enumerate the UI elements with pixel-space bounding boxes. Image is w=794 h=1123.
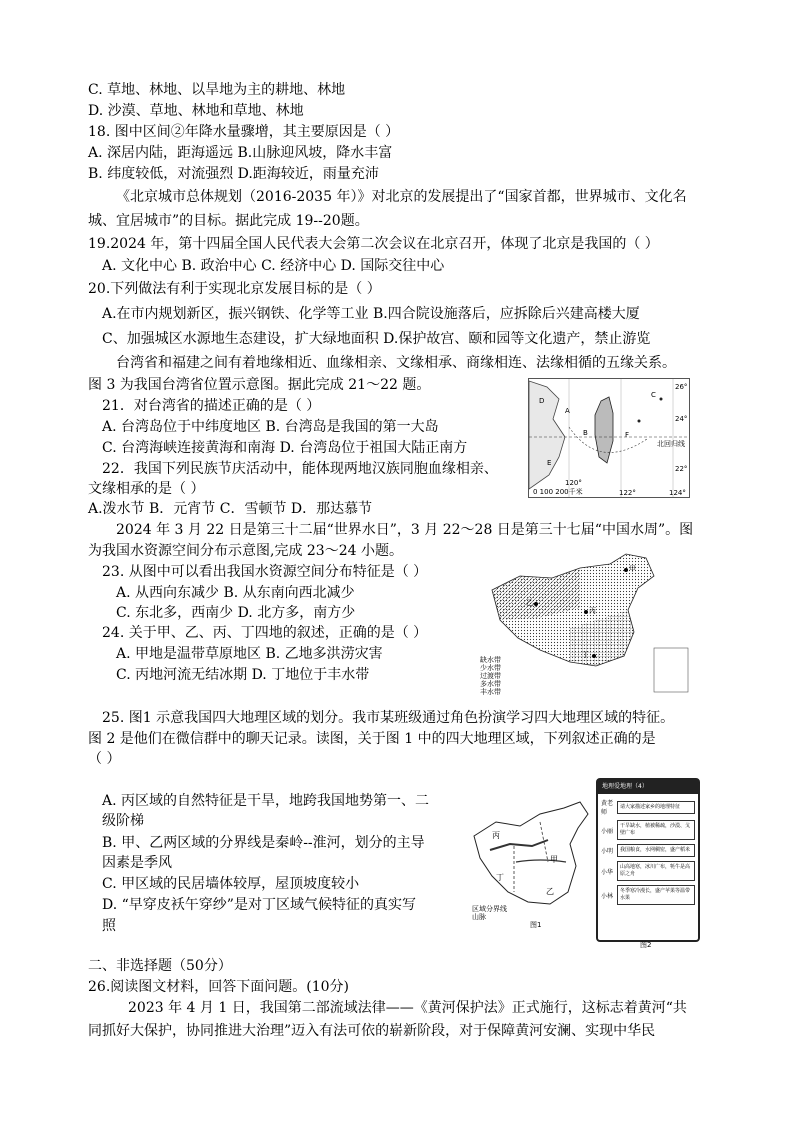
lon-124-label: 124° bbox=[669, 489, 686, 497]
question-25-option-b-line1: B. 甲、乙两区域的分界线是秦岭--淮河，划分的主导 bbox=[102, 835, 425, 851]
question-21-options-ab: A. 台湾岛位于中纬度地区 B. 台湾岛是我国的第一大岛 bbox=[102, 419, 439, 435]
chat-title: 地理爱地理（4） bbox=[598, 780, 698, 794]
question-25-option-b-line2: 因素是季风 bbox=[102, 855, 172, 871]
question-21-options-cd: C. 台湾海峡连接黄海和南海 D. 台湾岛位于祖国大陆正南方 bbox=[102, 440, 468, 456]
question-20-options-ab: A.在市内规划新区，振兴钢铁、化学等工业 B.四合院设施落后，应拆除后兴建高楼大厦 bbox=[102, 306, 640, 322]
chat-row bbox=[601, 820, 695, 840]
question-23-options-cd: C. 东北多，西南少 D. 北方多，南方少 bbox=[116, 605, 356, 621]
question-25-line2: 图 2 是他们在微信群中的聊天记录。读图，关于图 1 中的四大地理区域，下列叙述正确的是 bbox=[88, 731, 656, 747]
chat-row bbox=[601, 885, 695, 905]
chat-message: 山高地寒，冰川广布，牦牛是高原之舟 bbox=[617, 861, 695, 881]
chat-message: 冬季寒冷漫长，盛产苹果等温带水果 bbox=[617, 885, 695, 905]
question-23: 23. 从图中可以看出我国水资源空间分布特征是（ ） bbox=[102, 564, 428, 580]
chat-row bbox=[601, 861, 695, 881]
chat-sender: 黄老师 bbox=[601, 800, 614, 816]
legend-item-5: 丰水带 bbox=[480, 688, 501, 696]
intro-21-line1: 台湾省和福建之间有着地缘相近、血缘相亲、文缘相承、商缘相连、法缘相循的五缘关系。 bbox=[116, 355, 676, 371]
taiwan-label-d: D bbox=[539, 397, 545, 405]
region-label-bing: 丙 bbox=[492, 831, 500, 840]
chat-sender: 小丽 bbox=[601, 827, 614, 835]
question-21: 21．对台湾省的描述正确的是（ ） bbox=[102, 398, 321, 414]
taiwan-label-c: C bbox=[651, 391, 656, 399]
legend-item-4: 多水带 bbox=[480, 680, 501, 688]
question-25-option-d-line1: D. “早穿皮袄午穿纱”是对丁区域气候特征的真实写 bbox=[102, 897, 416, 913]
taiwan-label-f: F bbox=[625, 431, 630, 439]
chat-row bbox=[601, 798, 695, 816]
water-label-yi: 乙 bbox=[526, 599, 533, 607]
question-22-line1: 22．我国下列民族节庆活动中，能体现两地汉族同胞血缘相亲、 bbox=[102, 461, 498, 477]
water-label-jia: 甲 bbox=[629, 565, 636, 573]
question-25-line3: （ ） bbox=[88, 751, 121, 767]
region-label-yi: 乙 bbox=[546, 887, 554, 896]
water-resources-map bbox=[478, 548, 696, 696]
legend-item-2: 少水带 bbox=[480, 664, 501, 672]
chat-sender: 小林 bbox=[601, 892, 614, 900]
chat-message: 请大家描述家乡的地理特征 bbox=[617, 801, 695, 814]
question-19-options: A. 文化中心 B. 政治中心 C. 经济中心 D. 国际交往中心 bbox=[102, 258, 445, 274]
question-26: 26.阅读图文材料，回答下面问题。(10分) bbox=[88, 979, 350, 995]
intro-19-line2: 城、宜居城市”的目标。据此完成 19--20题。 bbox=[88, 213, 369, 229]
question-26-para-line2: 同抓好大保护，协同推进大治理”迈入有法可依的崭新阶段，对于保障黄河安澜、实现中华民 bbox=[88, 1023, 656, 1039]
water-map-graphic bbox=[478, 548, 696, 696]
lat-22-label: 22° bbox=[675, 465, 688, 473]
option-c-prev: C. 草地、林地、以旱地为主的耕地、林地 bbox=[88, 82, 346, 98]
wechat-chat-figure bbox=[596, 778, 700, 942]
option-d-prev: D. 沙漠、草地、林地和草地、林地 bbox=[88, 103, 304, 119]
question-20-options-cd: C、加强城区水源地生态建设，扩大绿地面积 D.保护故宫、颐和园等文化遗产，禁止游览 bbox=[102, 331, 651, 347]
water-legend bbox=[480, 656, 501, 696]
question-19: 19.2024 年，第十四届全国人民代表大会第二次会议在北京召开，体现了北京是我国的（ ） bbox=[88, 236, 659, 252]
question-25-line1: 25. 图1 示意我国四大地理区域的划分。我市某班级通过角色扮演学习四大地理区域的特征。 bbox=[102, 710, 675, 726]
four-regions-map bbox=[470, 800, 592, 930]
taiwan-label-b: B bbox=[583, 429, 588, 437]
water-label-ding: 丁 bbox=[582, 651, 589, 659]
question-25-option-d-line2: 照 bbox=[102, 918, 116, 934]
lon-120-label: 120° bbox=[565, 479, 582, 487]
chat-sender: 小华 bbox=[601, 868, 614, 876]
taiwan-location-map bbox=[528, 378, 690, 498]
chat-row bbox=[601, 844, 695, 857]
question-26-para-line1: 2023 年 4 月 1 日，我国第二部流域法律——《黄河保护法》正式施行，这标志着黄河“共 bbox=[128, 1000, 687, 1016]
water-label-bing: 丙 bbox=[589, 607, 596, 615]
question-25-option-c: C. 甲区域的民居墙体较厚，屋顶坡度较小 bbox=[102, 876, 360, 892]
intro-23-line2: 为我国水资源空间分布示意图,完成 23～24 小题。 bbox=[88, 543, 403, 559]
chat-message: 我国粮食，水网稠密，盛产稻米 bbox=[617, 844, 695, 857]
legend-item-1: 缺水带 bbox=[480, 656, 501, 664]
chat-figure-caption: 图2 bbox=[640, 941, 652, 949]
tropic-label: 北回归线 bbox=[657, 440, 685, 448]
taiwan-label-a: A bbox=[565, 407, 570, 415]
taiwan-map-graphic bbox=[529, 379, 689, 497]
question-18-options-cd: B. 纬度较低，对流强烈 D.距海较近，雨量充沛 bbox=[88, 166, 379, 182]
intro-19-line1: 《北京城市总体规划（2016-2035 年）》对北京的发展提出了“国家首都，世界城市、文化名 bbox=[116, 189, 687, 205]
legend-item-3: 过渡带 bbox=[480, 672, 501, 680]
chat-message: 干旱缺水，植被稀疏，沙漠、戈壁广布 bbox=[617, 820, 695, 840]
region-label-jia: 甲 bbox=[550, 855, 558, 864]
regions-legend-mountain: 山脉 bbox=[472, 913, 486, 921]
intro-21-line2: 图 3 为我国台湾省位置示意图。据此完成 21～22 题。 bbox=[88, 377, 431, 393]
taiwan-label-e: E bbox=[547, 459, 552, 467]
intro-23-line1: 2024 年 3 月 22 日是第三十二届“世界水日”，3 月 22～28 日是第三十七届“中国水周”。图 bbox=[116, 522, 694, 538]
lat-26-label: 26° bbox=[675, 383, 688, 391]
question-25-option-a-line2: 级阶梯 bbox=[102, 813, 144, 829]
chat-sender: 小明 bbox=[601, 848, 614, 855]
question-24-options-ab: A. 甲地是温带草原地区 B. 乙地多洪涝灾害 bbox=[116, 646, 383, 662]
question-23-options-ab: A. 从西向东减少 B. 从东南向西北减少 bbox=[116, 585, 355, 601]
scale-bar: 0 100 200千米 bbox=[533, 488, 583, 496]
question-20: 20.下列做法有利于实现北京发展目标的是（ ） bbox=[88, 281, 381, 297]
lon-122-label: 122° bbox=[619, 489, 636, 497]
question-22-line2: 文缘相承的是（ ） bbox=[88, 481, 205, 497]
question-18: 18. 图中区间②年降水量骤增，其主要原因是（ ） bbox=[88, 124, 400, 140]
question-24-options-cd: C. 丙地河流无结冰期 D. 丁地位于丰水带 bbox=[116, 667, 370, 683]
section-2-heading: 二、非选择题（50分） bbox=[88, 958, 232, 974]
regions-legend-boundary: 区域分界线 bbox=[472, 905, 507, 913]
region-label-ding: 丁 bbox=[496, 873, 504, 882]
question-25-option-a-line1: A. 丙区域的自然特征是干旱，地跨我国地势第一、二 bbox=[102, 793, 430, 809]
question-18-options-ab: A. 深居内陆，距海遥远 B.山脉迎风坡，降水丰富 bbox=[88, 145, 393, 161]
question-22-options: A.泼水节 B．元宵节 C．雪顿节 D．那达慕节 bbox=[88, 501, 373, 517]
regions-figure-caption: 图1 bbox=[530, 921, 542, 929]
lat-24-label: 24° bbox=[675, 415, 688, 423]
question-24: 24. 关于甲、乙、丙、丁四地的叙述，正确的是（ ） bbox=[102, 625, 428, 641]
